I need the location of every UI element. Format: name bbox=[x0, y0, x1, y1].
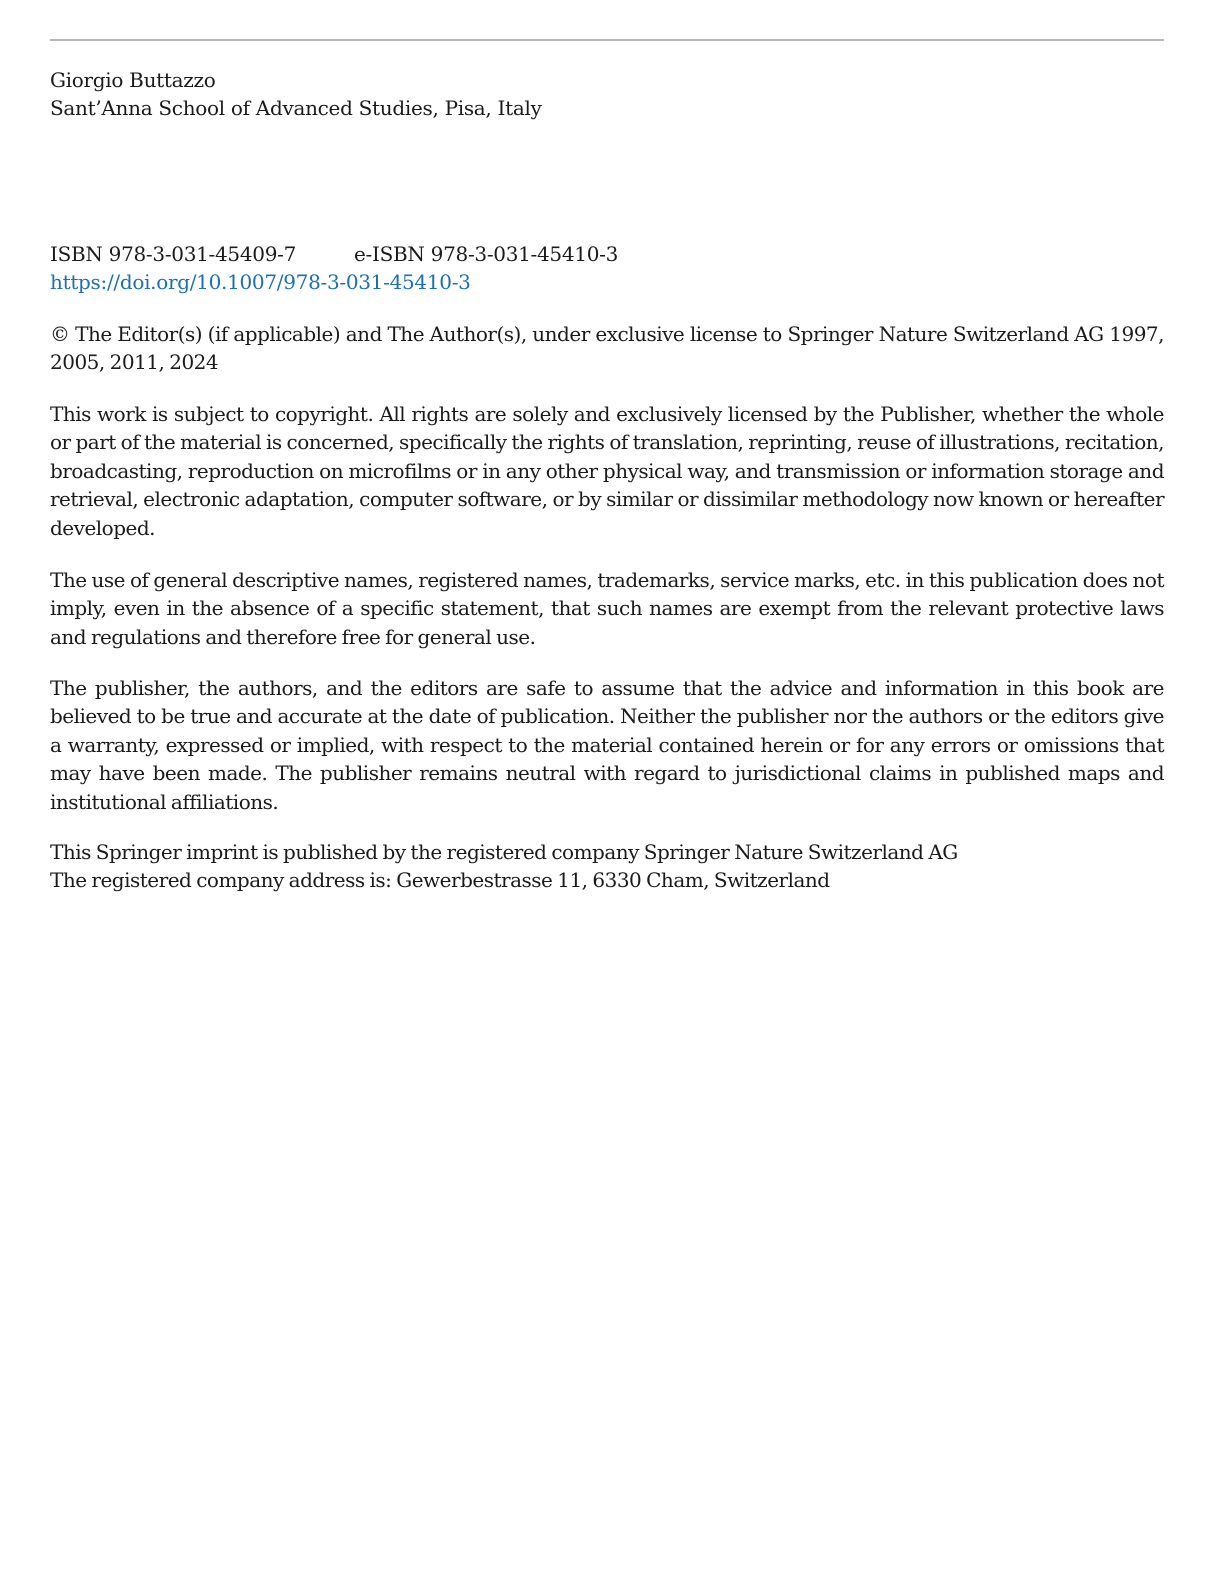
isbn: ISBN 978-3-031-45409-7 bbox=[50, 242, 297, 266]
eisbn: e-ISBN 978-3-031-45410-3 bbox=[354, 242, 619, 266]
trademark-paragraph: The use of general descriptive names, registered names, trademarks, service marks, etc. in this publication does not imply, even in the absence of a specific statement, that such names are exempt from the relevant protective laws and regulations and therefore free for general use. bbox=[50, 568, 1164, 649]
identifier-block bbox=[50, 240, 618, 296]
doi-link[interactable]: https://doi.org/10.1007/978-3-031-45410-3 bbox=[50, 270, 471, 294]
copyright-notice: © The Editor(s) (if applicable) and The Author(s), under exclusive license to Springer Nature Switzerland AG 1997, 2005, 2011, 2024 bbox=[50, 322, 1164, 375]
isbn-line bbox=[50, 240, 618, 268]
author-affiliation: Sant’Anna School of Advanced Studies, Pisa, Italy bbox=[50, 96, 542, 120]
disclaimer-paragraph: The publisher, the authors, and the editors are safe to assume that the advice and information in this book are believed to be true and accurate at the date of publication. Neither the publisher nor the authors or the editors give a warranty, expressed or implied, with respect to the material contained herein or for any errors or omissions that may have been made. The publisher remains neutral with regard to jurisdictional claims in published maps and institutional affiliations. bbox=[50, 676, 1164, 814]
top-divider bbox=[50, 39, 1164, 41]
author-name: Giorgio Buttazzo bbox=[50, 68, 216, 92]
imprint-block bbox=[50, 838, 1164, 895]
copyright-paragraph: This work is subject to copyright. All rights are solely and exclusively licensed by the Publisher, whether the whole or part of the material is concerned, specifically the rights of translation, reprinting, reuse of illustrations, recitation, broadcasting, reproduction on microfilms or in any other physical way, and transmission or information storage and retrieval, electronic adaptation, computer software, or by similar or dissimilar methodology now known or hereafter developed. bbox=[50, 402, 1164, 540]
author-block bbox=[50, 66, 542, 122]
address-line: The registered company address is: Gewerbestrasse 11, 6330 Cham, Switzerland bbox=[50, 868, 830, 893]
imprint-line: This Springer imprint is published by the registered company Springer Nature Switzerland AG bbox=[50, 840, 958, 864]
